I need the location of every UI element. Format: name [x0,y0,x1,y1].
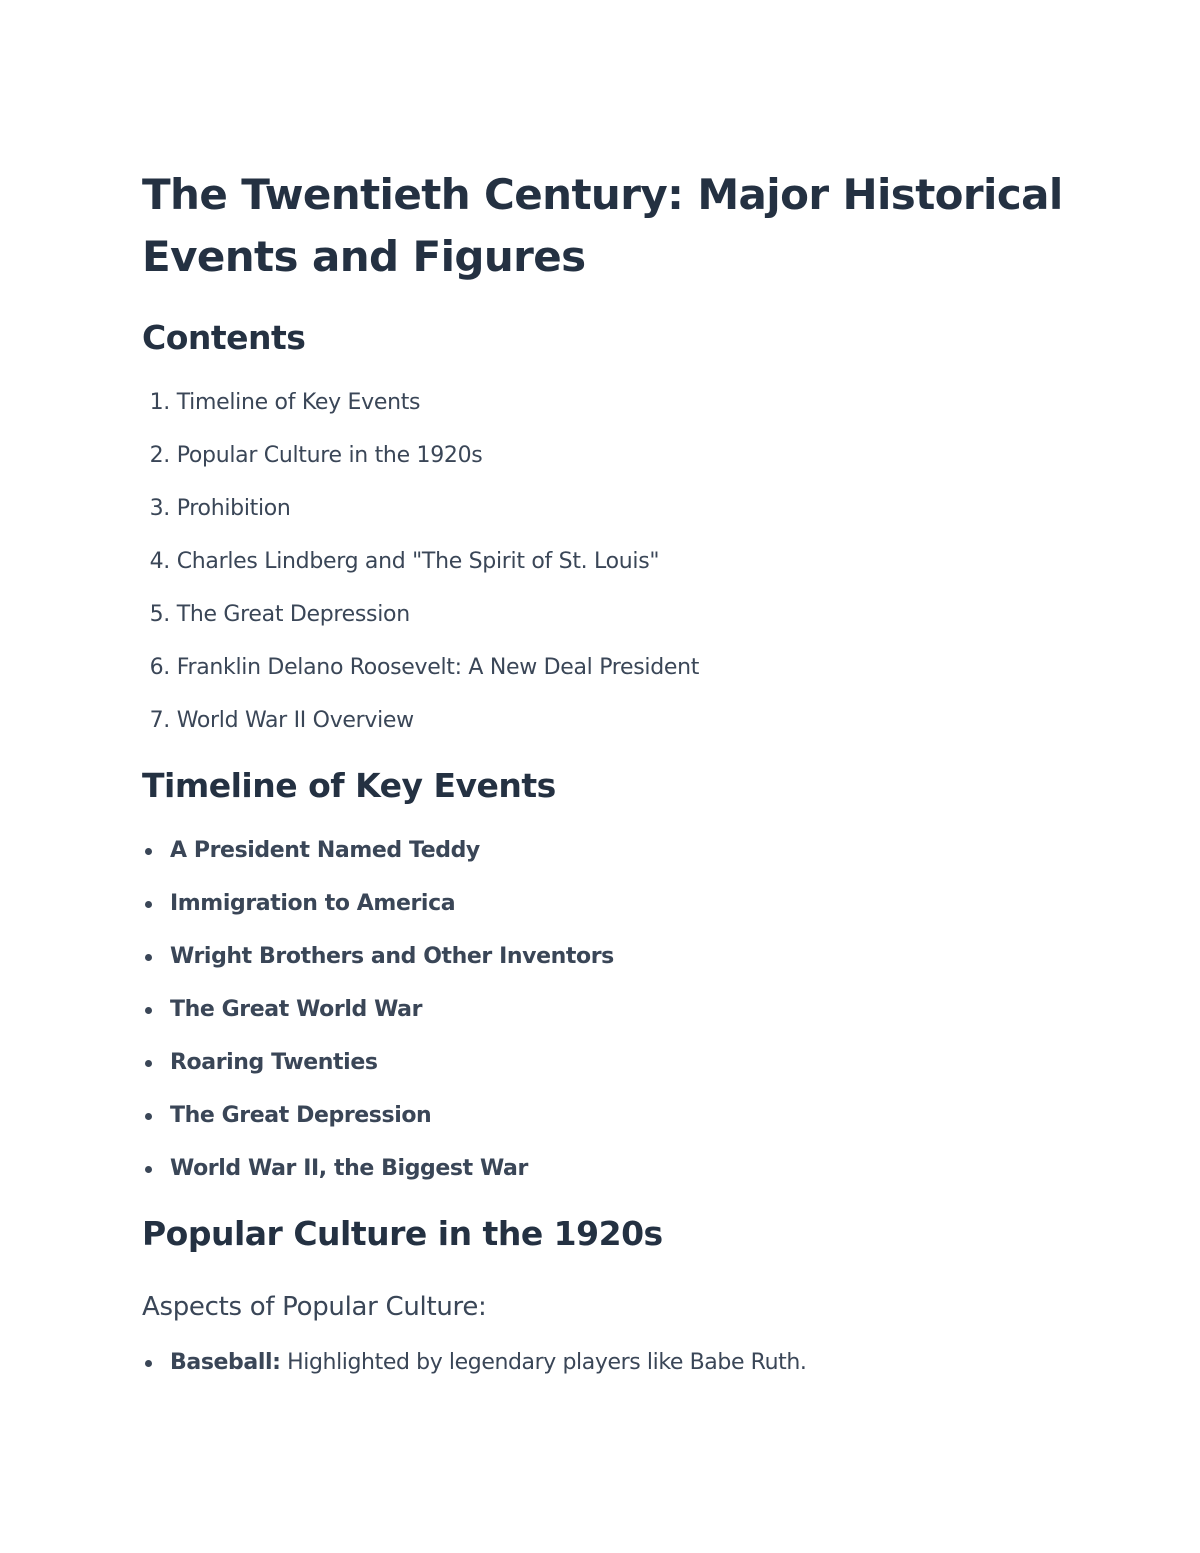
list-item: A President Named Teddy [142,836,1072,866]
toc-link[interactable]: Popular Culture in the 1920s [176,443,483,468]
list-item [142,1348,1072,1378]
document-title: The Twentieth Century: Major Historical Events and Figures [142,170,1063,281]
toc-link[interactable]: Prohibition [176,496,291,521]
toc-link[interactable]: The Great Depression [176,602,410,627]
popular-culture-heading: Popular Culture in the 1920s [142,1214,663,1253]
list-item: Roaring Twenties [142,1048,1072,1078]
toc-link[interactable]: Franklin Delano Roosevelt: A New Deal President [176,655,700,680]
aspect-text: Highlighted by legendary players like Babe Ruth. [280,1350,807,1375]
list-item: Wright Brothers and Other Inventors [142,942,1072,972]
contents-heading: Contents [142,318,306,357]
timeline-list [142,836,1072,1184]
aspect-term: Baseball: [170,1350,281,1375]
bullet-icon [145,901,152,908]
list-item: The Great World War [142,995,1072,1025]
bullet-icon [145,848,152,855]
toc-item[interactable]: 7. World War II Overview [149,708,414,733]
aspects-subheading: Aspects of Popular Culture: [142,1292,487,1322]
toc-link[interactable]: Timeline of Key Events [176,390,421,415]
table-of-contents [142,388,1072,736]
bullet-icon [145,1166,152,1173]
list-item: The Great Depression [142,1101,1072,1131]
toc-link[interactable]: World War II Overview [176,708,414,733]
toc-item[interactable]: 3. Prohibition [149,496,291,521]
list-item: World War II, the Biggest War [142,1154,1072,1184]
document-page [142,164,1072,1378]
toc-item[interactable]: 6. Franklin Delano Roosevelt: A New Deal President [149,655,700,680]
aspects-list [142,1348,1072,1378]
timeline-heading: Timeline of Key Events [142,766,556,805]
bullet-icon [145,1007,152,1014]
bullet-icon [145,1113,152,1120]
bullet-icon [145,954,152,961]
toc-item[interactable]: 1. Timeline of Key Events [149,390,421,415]
toc-item[interactable]: 5. The Great Depression [149,602,410,627]
list-item: Immigration to America [142,889,1072,919]
toc-item[interactable]: 2. Popular Culture in the 1920s [149,443,483,468]
bullet-icon [145,1060,152,1067]
bullet-icon [145,1360,152,1367]
toc-link[interactable]: Charles Lindberg and "The Spirit of St. Louis" [176,549,660,574]
toc-item[interactable]: 4. Charles Lindberg and "The Spirit of St. Louis" [149,549,660,574]
